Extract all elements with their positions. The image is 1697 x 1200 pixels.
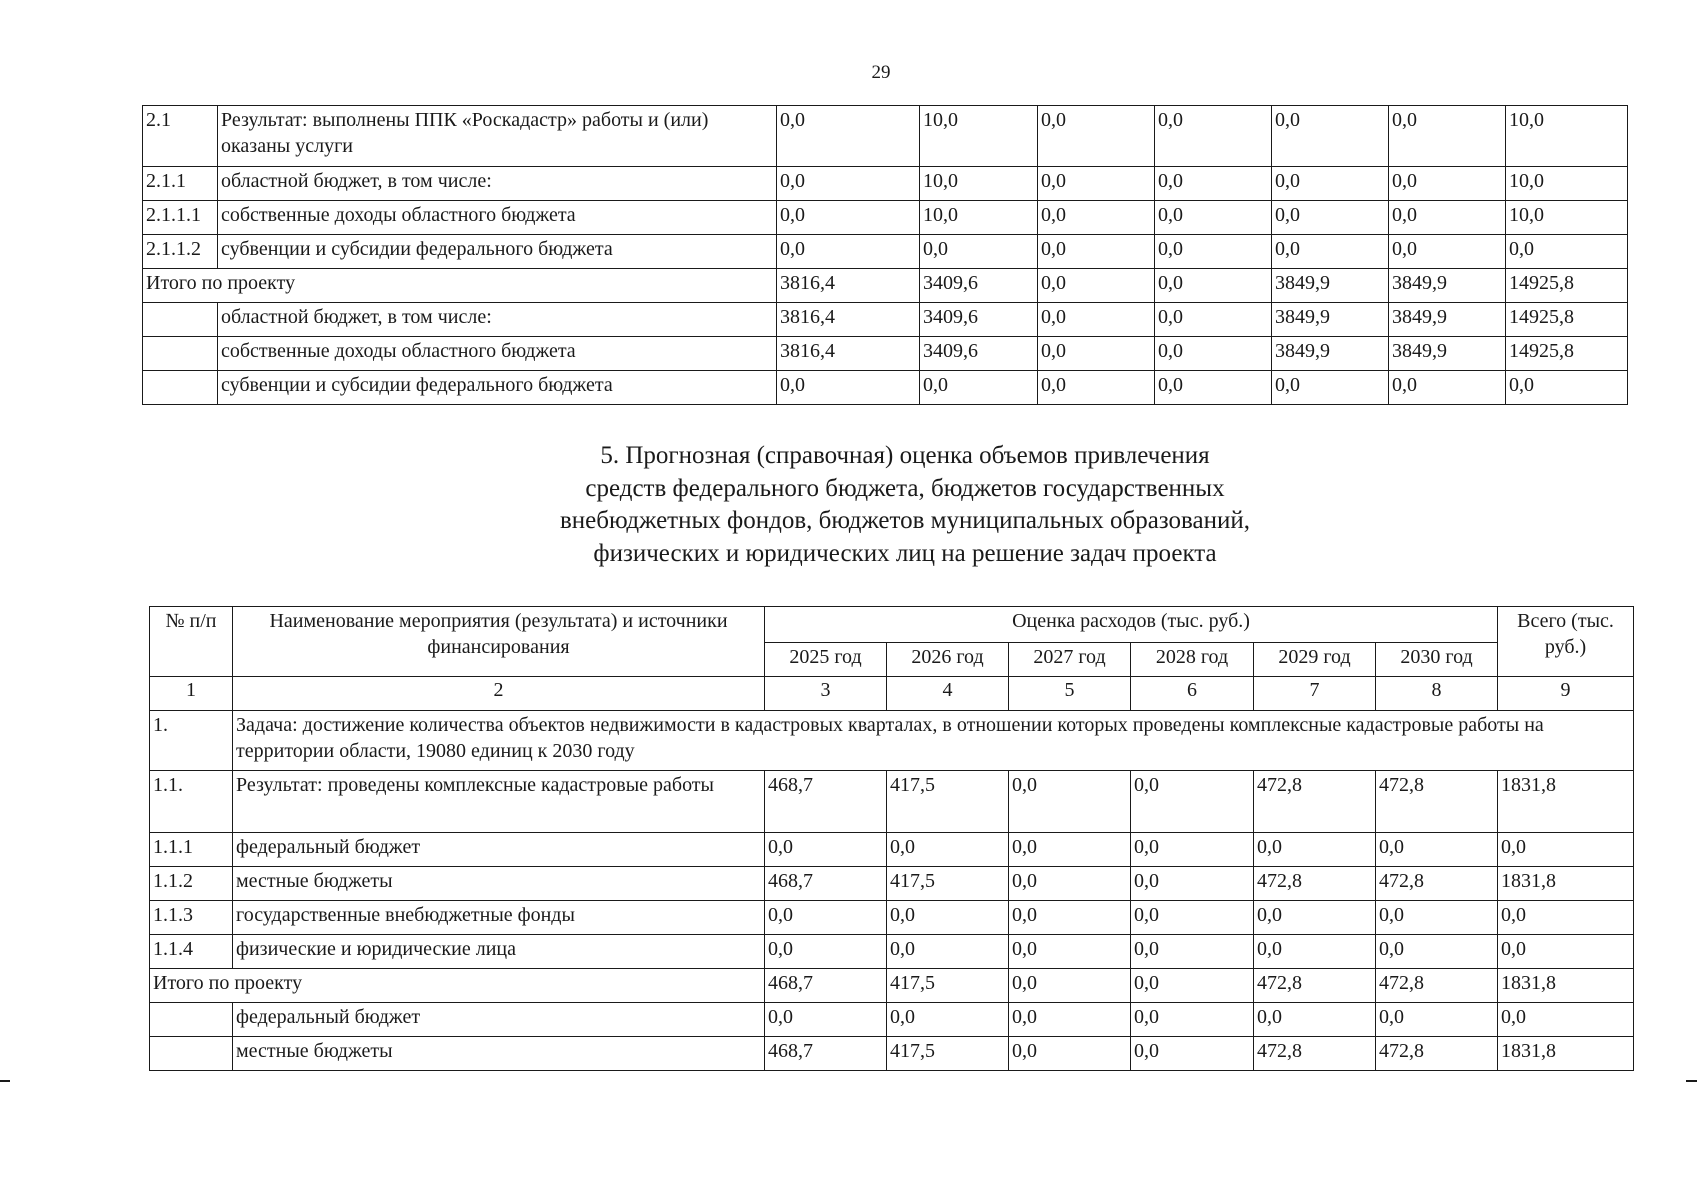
- column-index-cell: 7: [1254, 677, 1376, 711]
- total-row: [150, 969, 1634, 1003]
- header-year: 2025 год: [765, 643, 887, 677]
- column-index-cell: 2: [233, 677, 765, 711]
- value-cell: 0,0: [765, 833, 887, 867]
- header-year: 2028 год: [1131, 643, 1254, 677]
- column-index-cell: 8: [1376, 677, 1498, 711]
- header-estimate: Оценка расходов (тыс. руб.): [765, 607, 1498, 643]
- column-index-cell: 1: [150, 677, 233, 711]
- value-cell: 10,0: [920, 201, 1038, 235]
- value-cell: 0,0: [1376, 833, 1498, 867]
- value-cell: 472,8: [1254, 969, 1376, 1003]
- value-cell: 0,0: [1131, 771, 1254, 833]
- value-cell: 0,0: [1038, 303, 1155, 337]
- total-label: Итого по проекту: [150, 969, 765, 1003]
- row-number: 1.1.3: [150, 901, 233, 935]
- row-name: Результат: проведены комплексные кадастровые работы: [233, 771, 765, 833]
- section-5-title: [440, 440, 1370, 570]
- value-cell: 468,7: [765, 969, 887, 1003]
- row-name: государственные внебюджетные фонды: [233, 901, 765, 935]
- header-total: Всего (тыс. руб.): [1498, 607, 1634, 677]
- total-value-cell: 0,0: [1506, 371, 1628, 405]
- value-cell: 3849,9: [1272, 337, 1389, 371]
- row-number: 2.1.1: [143, 167, 218, 201]
- header-year: 2027 год: [1009, 643, 1131, 677]
- row-name: физические и юридические лица: [233, 935, 765, 969]
- row-name: Результат: выполнены ППК «Роскадастр» работы и (или) оказаны услуги: [218, 106, 777, 167]
- value-cell: 468,7: [765, 771, 887, 833]
- value-cell: 3816,4: [777, 269, 920, 303]
- value-cell: 472,8: [1254, 1037, 1376, 1071]
- value-cell: 0,0: [765, 1003, 887, 1037]
- value-cell: 0,0: [777, 371, 920, 405]
- value-cell: 0,0: [1155, 371, 1272, 405]
- row-name: федеральный бюджет: [233, 833, 765, 867]
- value-cell: 468,7: [765, 867, 887, 901]
- value-cell: 3849,9: [1389, 303, 1506, 337]
- column-index-cell: 6: [1131, 677, 1254, 711]
- value-cell: 0,0: [1009, 935, 1131, 969]
- total-value-cell: 0,0: [1506, 235, 1628, 269]
- value-cell: 0,0: [765, 935, 887, 969]
- value-cell: 0,0: [1131, 1003, 1254, 1037]
- value-cell: 0,0: [1009, 969, 1131, 1003]
- total-value-cell: 1831,8: [1498, 771, 1634, 833]
- value-cell: 0,0: [920, 371, 1038, 405]
- value-cell: 0,0: [1038, 371, 1155, 405]
- section-title-line: 5. Прогнозная (справочная) оценка объемов привлечения: [600, 442, 1210, 469]
- value-cell: 0,0: [1038, 337, 1155, 371]
- value-cell: 0,0: [1155, 106, 1272, 167]
- value-cell: 472,8: [1376, 969, 1498, 1003]
- total-value-cell: 0,0: [1498, 901, 1634, 935]
- row-number: 1.1.1: [150, 833, 233, 867]
- empty-number-cell: [143, 303, 218, 337]
- total-value-cell: 14925,8: [1506, 303, 1628, 337]
- value-cell: 417,5: [887, 1037, 1009, 1071]
- empty-number-cell: [150, 1003, 233, 1037]
- value-cell: 0,0: [1254, 833, 1376, 867]
- total-value-cell: 14925,8: [1506, 269, 1628, 303]
- section-title-line: физических и юридических лиц на решение задач проекта: [593, 539, 1217, 567]
- table-row: [143, 201, 1628, 235]
- value-cell: 0,0: [1254, 935, 1376, 969]
- value-cell: 0,0: [1009, 867, 1131, 901]
- value-cell: 0,0: [887, 1003, 1009, 1037]
- value-cell: 0,0: [1376, 901, 1498, 935]
- table-row: [143, 167, 1628, 201]
- section-title-line: внебюджетных фондов, бюджетов муниципальных образований,: [560, 507, 1250, 534]
- value-cell: 0,0: [1155, 303, 1272, 337]
- project-funding-table-continued: [142, 105, 1628, 405]
- column-index-row: [150, 677, 1634, 711]
- row-number: 2.1.1.2: [143, 235, 218, 269]
- section-title-line: средств федерального бюджета, бюджетов государственных: [585, 474, 1225, 502]
- value-cell: 0,0: [1389, 167, 1506, 201]
- value-cell: 3409,6: [920, 337, 1038, 371]
- header-number: № п/п: [150, 607, 233, 677]
- total-value-cell: 0,0: [1498, 1003, 1634, 1037]
- row-name: областной бюджет, в том числе:: [218, 303, 777, 337]
- value-cell: 3409,6: [920, 269, 1038, 303]
- row-name: субвенции и субсидии федерального бюджета: [218, 235, 777, 269]
- total-subrow: [143, 337, 1628, 371]
- value-cell: 0,0: [1009, 833, 1131, 867]
- value-cell: 0,0: [1272, 106, 1389, 167]
- value-cell: 0,0: [1155, 235, 1272, 269]
- value-cell: 0,0: [1155, 201, 1272, 235]
- empty-number-cell: [150, 1037, 233, 1071]
- task-text: Задача: достижение количества объектов недвижимости в кадастровых кварталах, в отношении которых проведены комплексные кадастровые работы на территории области, 19080 единиц к 2030 году: [233, 711, 1634, 771]
- header-name: Наименование мероприятия (результата) и источники финансирования: [233, 607, 765, 677]
- value-cell: 3849,9: [1272, 303, 1389, 337]
- value-cell: 0,0: [1376, 935, 1498, 969]
- total-label: Итого по проекту: [143, 269, 777, 303]
- value-cell: 472,8: [1376, 771, 1498, 833]
- value-cell: 0,0: [1131, 867, 1254, 901]
- page-number: 29: [871, 62, 891, 83]
- row-number: 2.1.1.1: [143, 201, 218, 235]
- row-number: 2.1: [143, 106, 218, 167]
- value-cell: 472,8: [1376, 867, 1498, 901]
- value-cell: 0,0: [1009, 771, 1131, 833]
- table-row: [150, 935, 1634, 969]
- total-value-cell: 1831,8: [1498, 1037, 1634, 1071]
- value-cell: 0,0: [1155, 167, 1272, 201]
- total-value-cell: 1831,8: [1498, 969, 1634, 1003]
- value-cell: 468,7: [765, 1037, 887, 1071]
- total-value-cell: 0,0: [1498, 935, 1634, 969]
- row-name: субвенции и субсидии федерального бюджета: [218, 371, 777, 405]
- total-value-cell: 10,0: [1506, 106, 1628, 167]
- task-row: [150, 711, 1634, 771]
- total-subrow: [143, 303, 1628, 337]
- total-value-cell: 10,0: [1506, 167, 1628, 201]
- value-cell: 0,0: [887, 833, 1009, 867]
- value-cell: 0,0: [1272, 201, 1389, 235]
- value-cell: 0,0: [1131, 969, 1254, 1003]
- value-cell: 0,0: [777, 106, 920, 167]
- table-row: [150, 771, 1634, 833]
- row-name: местные бюджеты: [233, 1037, 765, 1071]
- total-value-cell: 0,0: [1498, 833, 1634, 867]
- margin-mark-right: [1686, 1080, 1697, 1082]
- value-cell: 0,0: [1009, 901, 1131, 935]
- row-number: 1.1.4: [150, 935, 233, 969]
- total-value-cell: 10,0: [1506, 201, 1628, 235]
- value-cell: 3849,9: [1272, 269, 1389, 303]
- value-cell: 3409,6: [920, 303, 1038, 337]
- value-cell: 0,0: [920, 235, 1038, 269]
- value-cell: 0,0: [1038, 269, 1155, 303]
- value-cell: 0,0: [1389, 371, 1506, 405]
- row-number: 1.1.: [150, 771, 233, 833]
- value-cell: 0,0: [1038, 201, 1155, 235]
- total-subrow: [150, 1037, 1634, 1071]
- value-cell: 3816,4: [777, 337, 920, 371]
- value-cell: 417,5: [887, 771, 1009, 833]
- margin-mark-left: [0, 1080, 10, 1082]
- column-index-cell: 3: [765, 677, 887, 711]
- value-cell: 0,0: [1389, 235, 1506, 269]
- column-index-cell: 4: [887, 677, 1009, 711]
- column-index-cell: 9: [1498, 677, 1634, 711]
- value-cell: 0,0: [1131, 935, 1254, 969]
- value-cell: 0,0: [1038, 106, 1155, 167]
- total-subrow: [150, 1003, 1634, 1037]
- value-cell: 0,0: [1131, 833, 1254, 867]
- value-cell: 0,0: [1131, 901, 1254, 935]
- table-row: [150, 901, 1634, 935]
- value-cell: 0,0: [1009, 1037, 1131, 1071]
- value-cell: 0,0: [887, 901, 1009, 935]
- column-index-cell: 5: [1009, 677, 1131, 711]
- header-year: 2030 год: [1376, 643, 1498, 677]
- value-cell: 417,5: [887, 867, 1009, 901]
- value-cell: 0,0: [1009, 1003, 1131, 1037]
- value-cell: 472,8: [1254, 771, 1376, 833]
- value-cell: 0,0: [777, 201, 920, 235]
- task-number: 1.: [150, 711, 233, 771]
- value-cell: 3849,9: [1389, 269, 1506, 303]
- value-cell: 3816,4: [777, 303, 920, 337]
- value-cell: 472,8: [1376, 1037, 1498, 1071]
- total-row: [143, 269, 1628, 303]
- value-cell: 0,0: [887, 935, 1009, 969]
- funding-forecast-table: [149, 606, 1634, 1071]
- value-cell: 472,8: [1254, 867, 1376, 901]
- row-name: областной бюджет, в том числе:: [218, 167, 777, 201]
- value-cell: 10,0: [920, 167, 1038, 201]
- header-year: 2026 год: [887, 643, 1009, 677]
- value-cell: 0,0: [1038, 167, 1155, 201]
- value-cell: 0,0: [777, 235, 920, 269]
- value-cell: 0,0: [1155, 269, 1272, 303]
- value-cell: 3849,9: [1389, 337, 1506, 371]
- header-year: 2029 год: [1254, 643, 1376, 677]
- value-cell: 0,0: [1254, 1003, 1376, 1037]
- row-number: 1.1.2: [150, 867, 233, 901]
- value-cell: 417,5: [887, 969, 1009, 1003]
- table-row: [143, 235, 1628, 269]
- row-name: собственные доходы областного бюджета: [218, 201, 777, 235]
- table-row: [150, 867, 1634, 901]
- value-cell: 0,0: [1389, 106, 1506, 167]
- value-cell: 0,0: [1272, 371, 1389, 405]
- total-value-cell: 14925,8: [1506, 337, 1628, 371]
- value-cell: 0,0: [1389, 201, 1506, 235]
- row-name: собственные доходы областного бюджета: [218, 337, 777, 371]
- value-cell: 0,0: [765, 901, 887, 935]
- empty-number-cell: [143, 337, 218, 371]
- total-subrow: [143, 371, 1628, 405]
- value-cell: 0,0: [1376, 1003, 1498, 1037]
- value-cell: 0,0: [1155, 337, 1272, 371]
- total-value-cell: 1831,8: [1498, 867, 1634, 901]
- value-cell: 0,0: [777, 167, 920, 201]
- value-cell: 0,0: [1272, 167, 1389, 201]
- value-cell: 0,0: [1272, 235, 1389, 269]
- value-cell: 0,0: [1131, 1037, 1254, 1071]
- value-cell: 0,0: [1254, 901, 1376, 935]
- row-name: федеральный бюджет: [233, 1003, 765, 1037]
- value-cell: 10,0: [920, 106, 1038, 167]
- table-row: [150, 833, 1634, 867]
- table-row: [143, 106, 1628, 167]
- row-name: местные бюджеты: [233, 867, 765, 901]
- value-cell: 0,0: [1038, 235, 1155, 269]
- empty-number-cell: [143, 371, 218, 405]
